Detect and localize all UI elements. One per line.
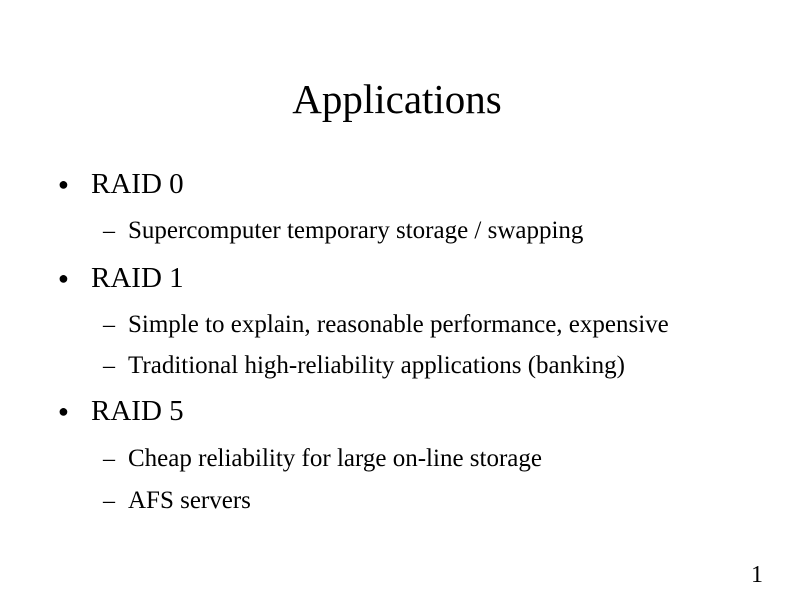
dash-icon: – (103, 446, 115, 472)
subitem-text: Cheap reliability for large on-line storage (128, 445, 542, 472)
slide-title: Applications (292, 76, 502, 122)
dash-icon: – (103, 218, 115, 244)
bullet-dot-icon: ● (58, 268, 69, 288)
bullet-dot-icon: ● (58, 401, 69, 421)
bullet-dot-icon: ● (58, 174, 69, 194)
bullet-text: RAID 0 (91, 168, 184, 200)
dash-icon: – (103, 353, 115, 379)
subitem-text: AFS servers (128, 487, 251, 514)
subitem-text: Traditional high-reliability applications (banking) (128, 352, 625, 379)
bullet-text: RAID 5 (91, 395, 184, 427)
page-number: 1 (751, 562, 763, 588)
dash-icon: – (103, 312, 115, 338)
subitem-text: Simple to explain, reasonable performance, expensive (128, 311, 669, 338)
bullet-text: RAID 1 (91, 262, 184, 294)
dash-icon: – (103, 488, 115, 514)
subitem-text: Supercomputer temporary storage / swapping (128, 217, 584, 244)
